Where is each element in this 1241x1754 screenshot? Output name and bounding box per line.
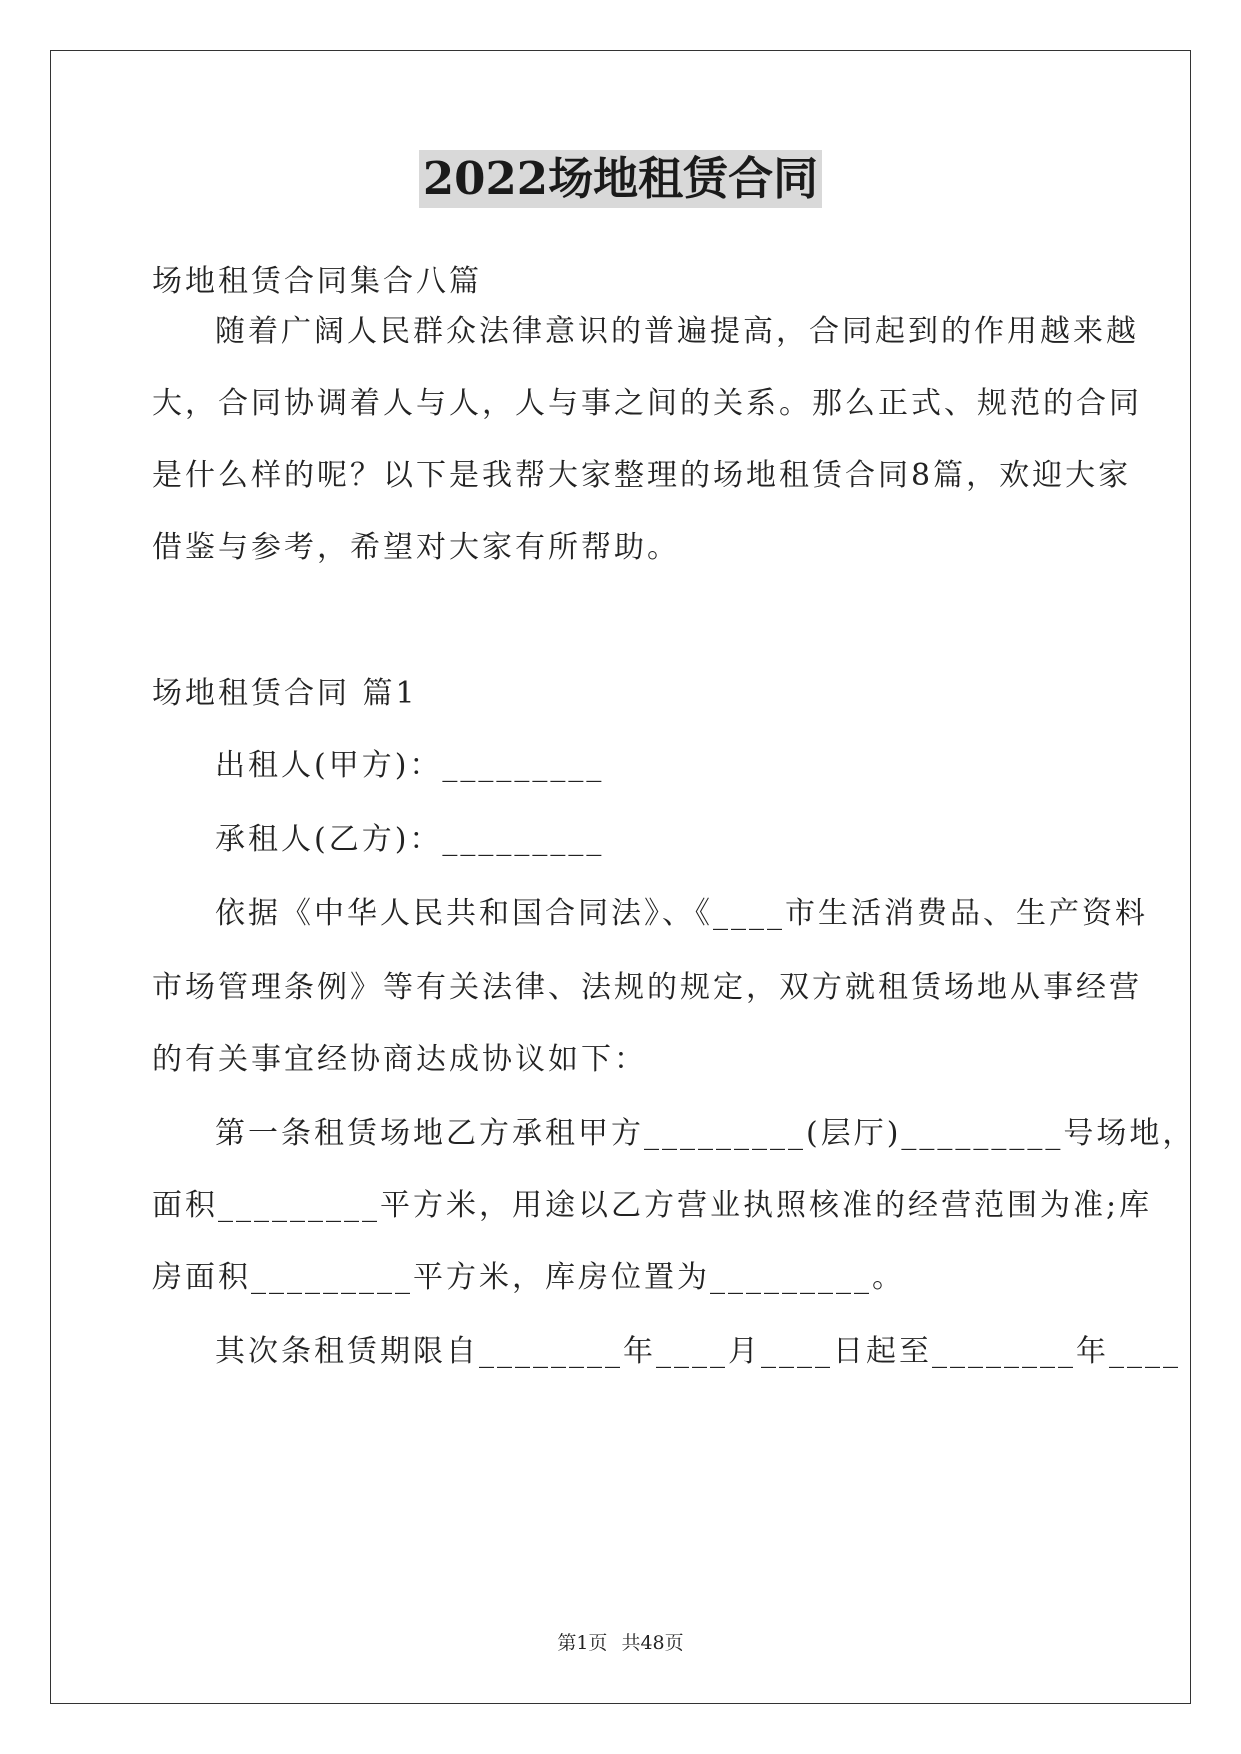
article1-line-3: 房面积_________平方米，库房位置为_________。 bbox=[152, 1260, 905, 1295]
intro-line-1: 随着广阔人民群众法律意识的普遍提高，合同起到的作用越来越 bbox=[215, 314, 1139, 349]
title-container bbox=[0, 150, 1241, 208]
article1-line-2: 面积_________平方米，用途以乙方营业执照核准的经营范围为准;库 bbox=[152, 1188, 1153, 1223]
basis-line-1: 依据《中华人民共和国合同法》、《____市生活消费品、生产资料 bbox=[215, 896, 1148, 931]
article2-line-1: 其次条租赁期限自________年____月____日起至________年____ bbox=[215, 1334, 1181, 1369]
intro-line-4: 借鉴与参考，希望对大家有所帮助。 bbox=[152, 530, 680, 565]
section-heading: 场地租赁合同 篇1 bbox=[152, 676, 418, 711]
party-b-line: 承租人(乙方)：_________ bbox=[215, 822, 605, 857]
document-title: 2022场地租赁合同 bbox=[419, 150, 822, 208]
page-footer bbox=[0, 1630, 1241, 1656]
basis-line-3: 的有关事宜经协商达成协议如下： bbox=[152, 1042, 647, 1077]
page-number: 第1页 bbox=[557, 1632, 608, 1654]
party-a-line: 出租人(甲方)：_________ bbox=[215, 748, 605, 783]
intro-line-2: 大，合同协调着人与人，人与事之间的关系。那么正式、规范的合同 bbox=[152, 386, 1142, 421]
basis-line-2: 市场管理条例》等有关法律、法规的规定，双方就租赁场地从事经营 bbox=[152, 970, 1142, 1005]
article1-line-1: 第一条租赁场地乙方承租甲方_________(层厅)_________号场地， bbox=[215, 1116, 1196, 1151]
page-total: 共48页 bbox=[621, 1632, 684, 1654]
intro-line-3: 是什么样的呢？以下是我帮大家整理的场地租赁合同8篇，欢迎大家 bbox=[152, 458, 1132, 493]
document-subtitle: 场地租赁合同集合八篇 bbox=[152, 264, 482, 299]
